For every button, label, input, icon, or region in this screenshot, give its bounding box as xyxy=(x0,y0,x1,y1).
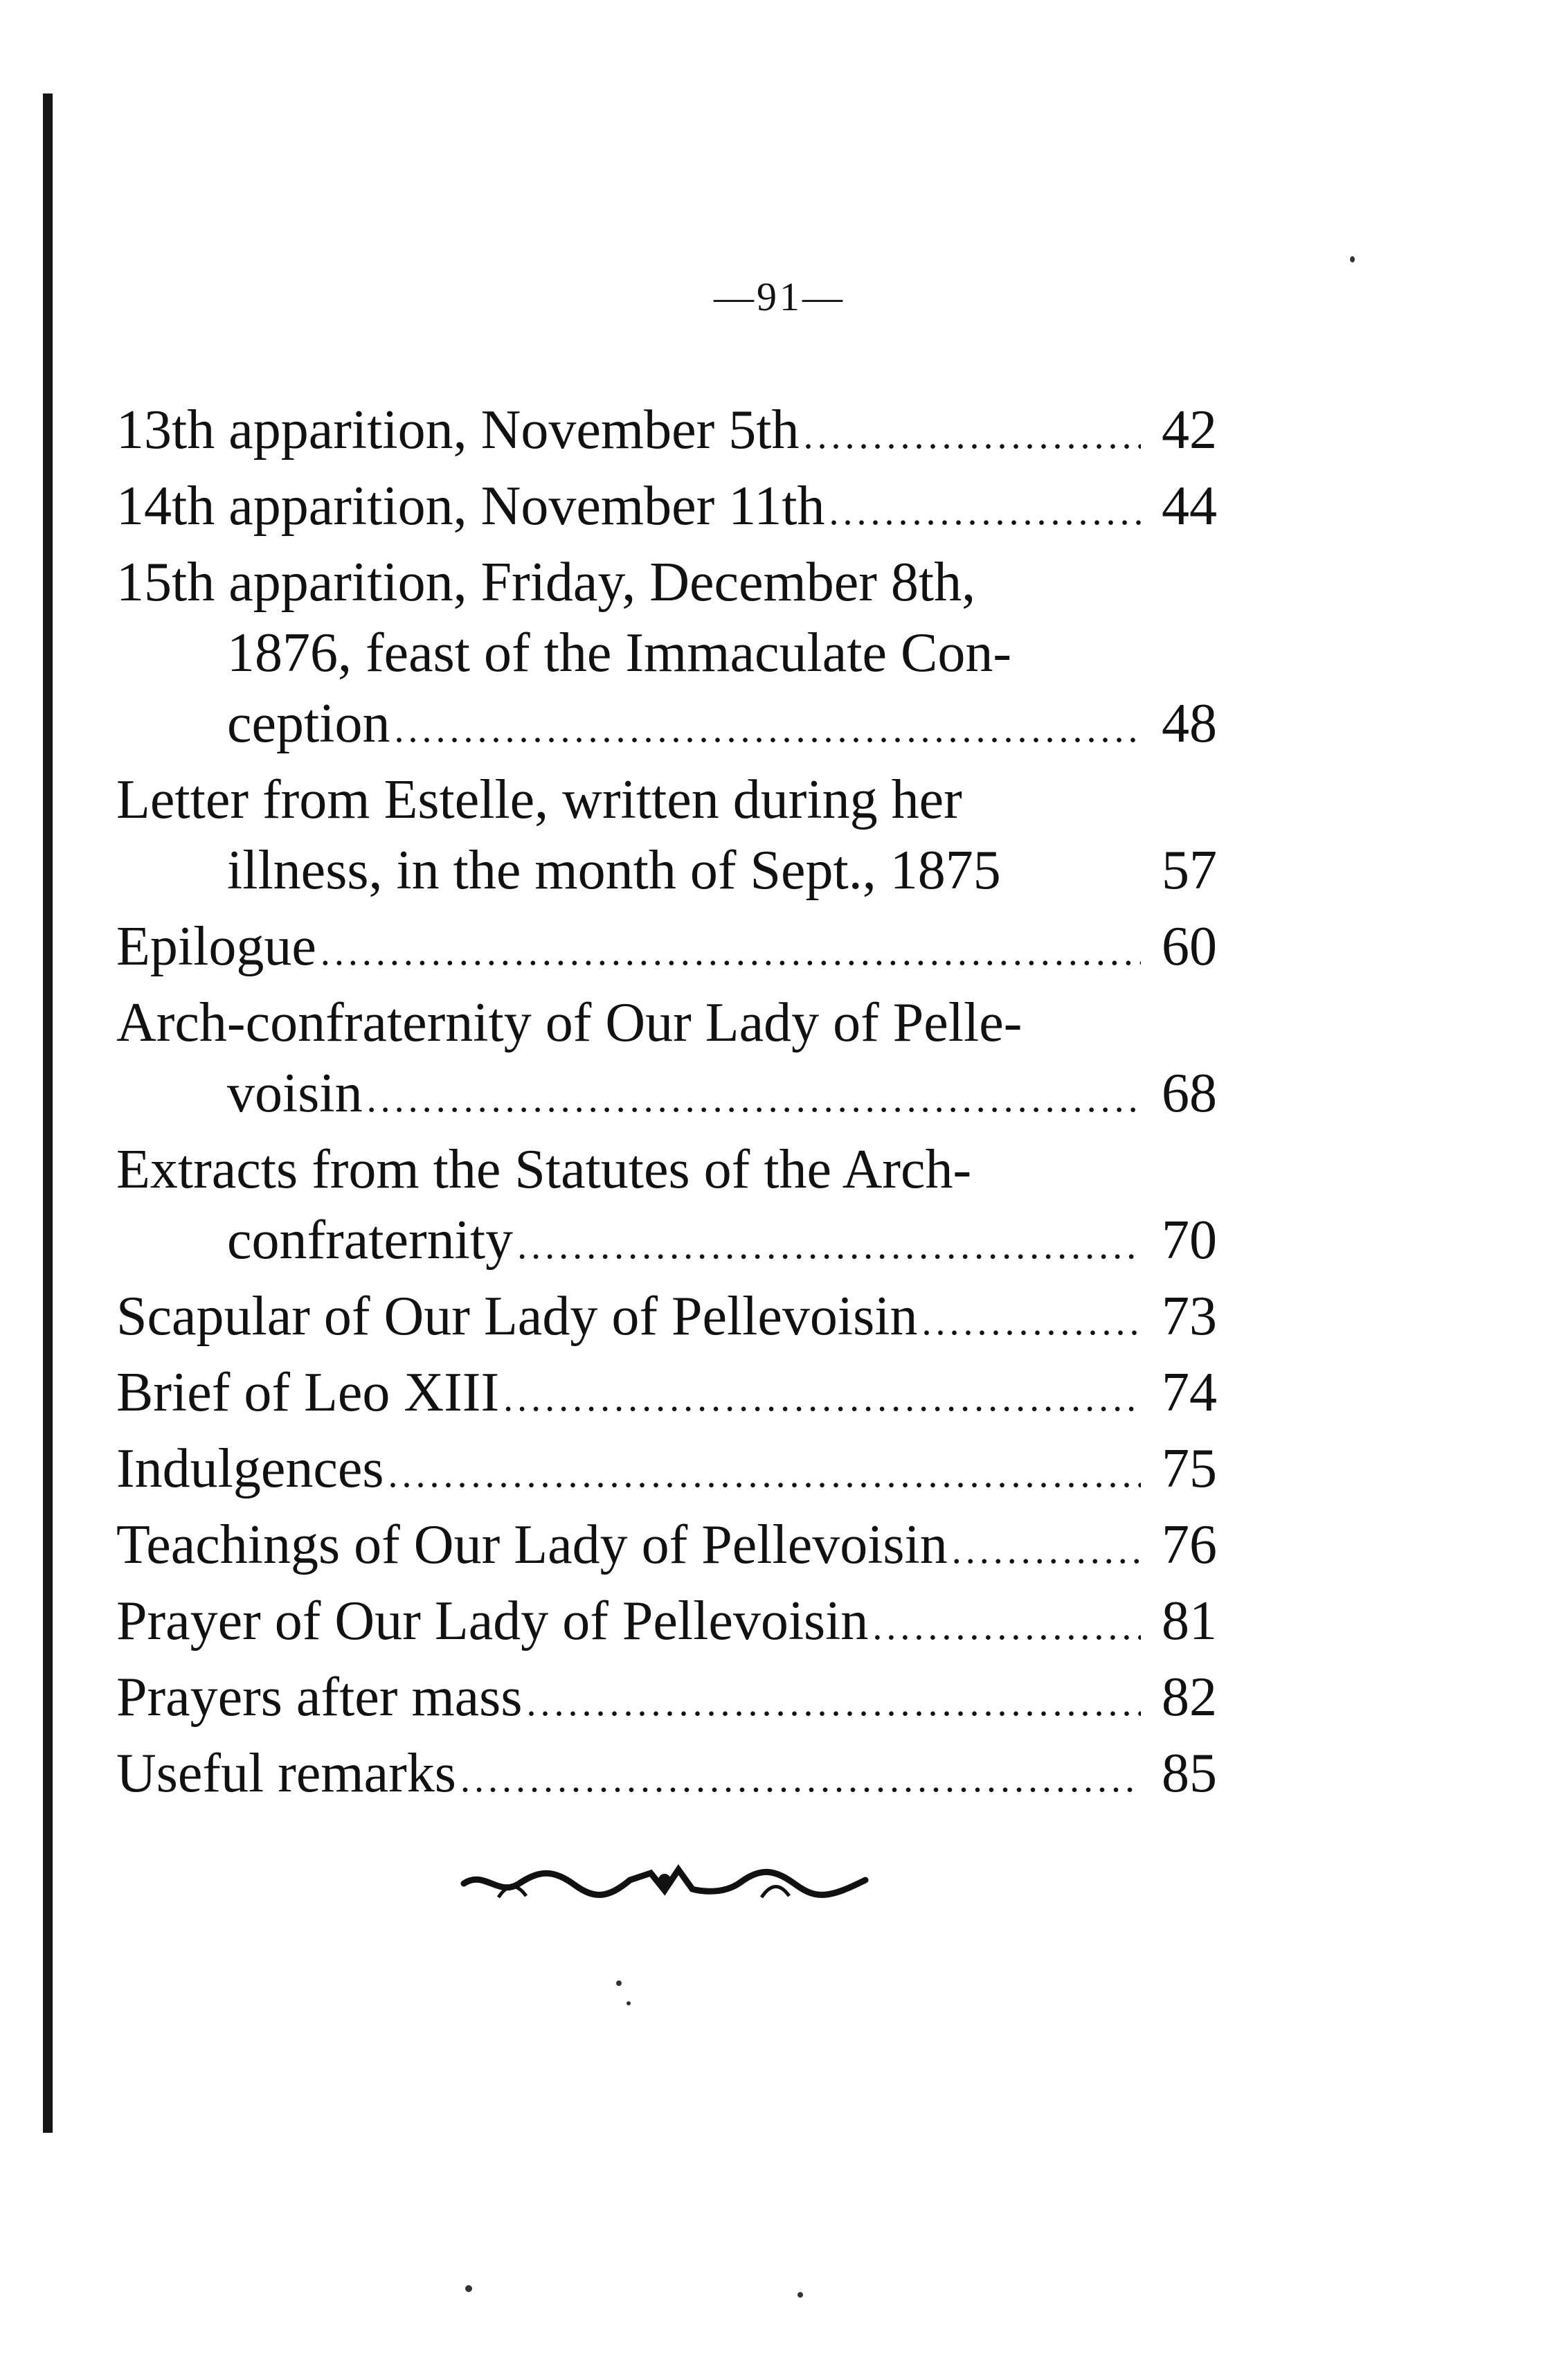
toc-entry-continuation: confraternity xyxy=(227,1210,514,1271)
dot-leader xyxy=(321,917,1141,987)
page-spine-shadow xyxy=(43,93,53,2133)
toc-entry xyxy=(116,1281,1217,1357)
toc-entry-continuation: voisin xyxy=(227,1063,363,1124)
toc-entry-page: 70 xyxy=(1162,1210,1217,1271)
toc-entry-title: 13th apparition, November 5th xyxy=(116,400,800,460)
ink-speck xyxy=(616,1980,622,1986)
toc-entry-page: 74 xyxy=(1162,1362,1217,1423)
toc-entry-page: 82 xyxy=(1162,1667,1217,1728)
toc-entry-title: Prayers after mass xyxy=(116,1667,523,1728)
toc-entry xyxy=(116,395,1217,471)
toc-entry-title: Arch-confraternity of Our Lady of Pelle- xyxy=(116,992,1022,1053)
dot-leader xyxy=(829,476,1141,547)
dot-leader xyxy=(388,1439,1141,1510)
toc-entry-title: 14th apparition, November 11th xyxy=(116,476,825,537)
toc-entry-page: 57 xyxy=(1162,840,1217,901)
page-number: —91— xyxy=(714,274,845,319)
toc-entry-continuation: illness, in the month of Sept., 1875 xyxy=(227,840,1001,901)
toc-entry xyxy=(116,1357,1217,1433)
toc-entry-title: Extracts from the Statutes of the Arch- xyxy=(116,1139,972,1200)
toc-entry-page: 76 xyxy=(1162,1514,1217,1575)
toc-entry-page: 60 xyxy=(1162,916,1217,977)
toc-entry-continuation: 1876, feast of the Immaculate Con- xyxy=(227,623,1011,683)
toc-entry-title: Letter from Estelle, written during her xyxy=(116,769,962,830)
toc-entry-page: 42 xyxy=(1162,400,1217,460)
dot-leader xyxy=(503,1363,1141,1433)
dot-leader xyxy=(803,400,1141,471)
dot-leader xyxy=(460,1744,1141,1814)
toc-entry-page: 73 xyxy=(1162,1286,1217,1347)
dot-leader xyxy=(367,1064,1141,1134)
toc-entry-title: Useful remarks xyxy=(116,1743,456,1804)
ornamental-flourish xyxy=(457,1842,872,1925)
toc-entry-page: 68 xyxy=(1162,1063,1217,1124)
toc-entry xyxy=(116,911,1217,987)
dot-leader xyxy=(517,1210,1141,1281)
toc-entry-title: Brief of Leo XIII xyxy=(116,1362,500,1423)
toc-entry-title: Teachings of Our Lady of Pellevoisin xyxy=(116,1514,948,1575)
toc-entry xyxy=(116,471,1217,547)
toc-entry xyxy=(116,1738,1217,1814)
toc-entry xyxy=(116,1205,1217,1281)
toc-entry-title: Prayer of Our Lady of Pellevoisin xyxy=(116,1591,869,1652)
toc-entry-continuation: ception xyxy=(227,693,390,754)
toc-entry xyxy=(116,688,1217,764)
toc-entry-page: 75 xyxy=(1162,1438,1217,1499)
toc-entry-page: 81 xyxy=(1162,1591,1217,1652)
toc-entry-title: Epilogue xyxy=(116,916,316,977)
ink-speck xyxy=(465,2285,472,2292)
ink-speck xyxy=(627,2001,631,2005)
toc-entry-title: Scapular of Our Lady of Pellevoisin xyxy=(116,1286,918,1347)
toc-entry-page: 48 xyxy=(1162,693,1217,754)
ink-speck xyxy=(1350,256,1355,262)
toc-entry xyxy=(116,1662,1217,1738)
toc-entry xyxy=(116,1433,1217,1510)
toc-entry-page: 85 xyxy=(1162,1743,1217,1804)
dot-leader xyxy=(872,1591,1141,1662)
toc-entry-page: 44 xyxy=(1162,476,1217,537)
toc-entry-title: 15th apparition, Friday, December 8th, xyxy=(116,552,976,613)
toc-entry xyxy=(116,835,1217,911)
toc-entry xyxy=(116,1586,1217,1662)
toc-entry-title: Indulgences xyxy=(116,1438,384,1499)
ink-speck xyxy=(797,2292,803,2298)
toc-entry xyxy=(116,1510,1217,1586)
dot-leader xyxy=(922,1287,1142,1357)
dot-leader xyxy=(952,1515,1141,1586)
toc-entry xyxy=(116,1058,1217,1134)
table-of-contents xyxy=(116,395,1217,1814)
dot-leader xyxy=(526,1667,1141,1738)
dot-leader xyxy=(394,694,1141,764)
